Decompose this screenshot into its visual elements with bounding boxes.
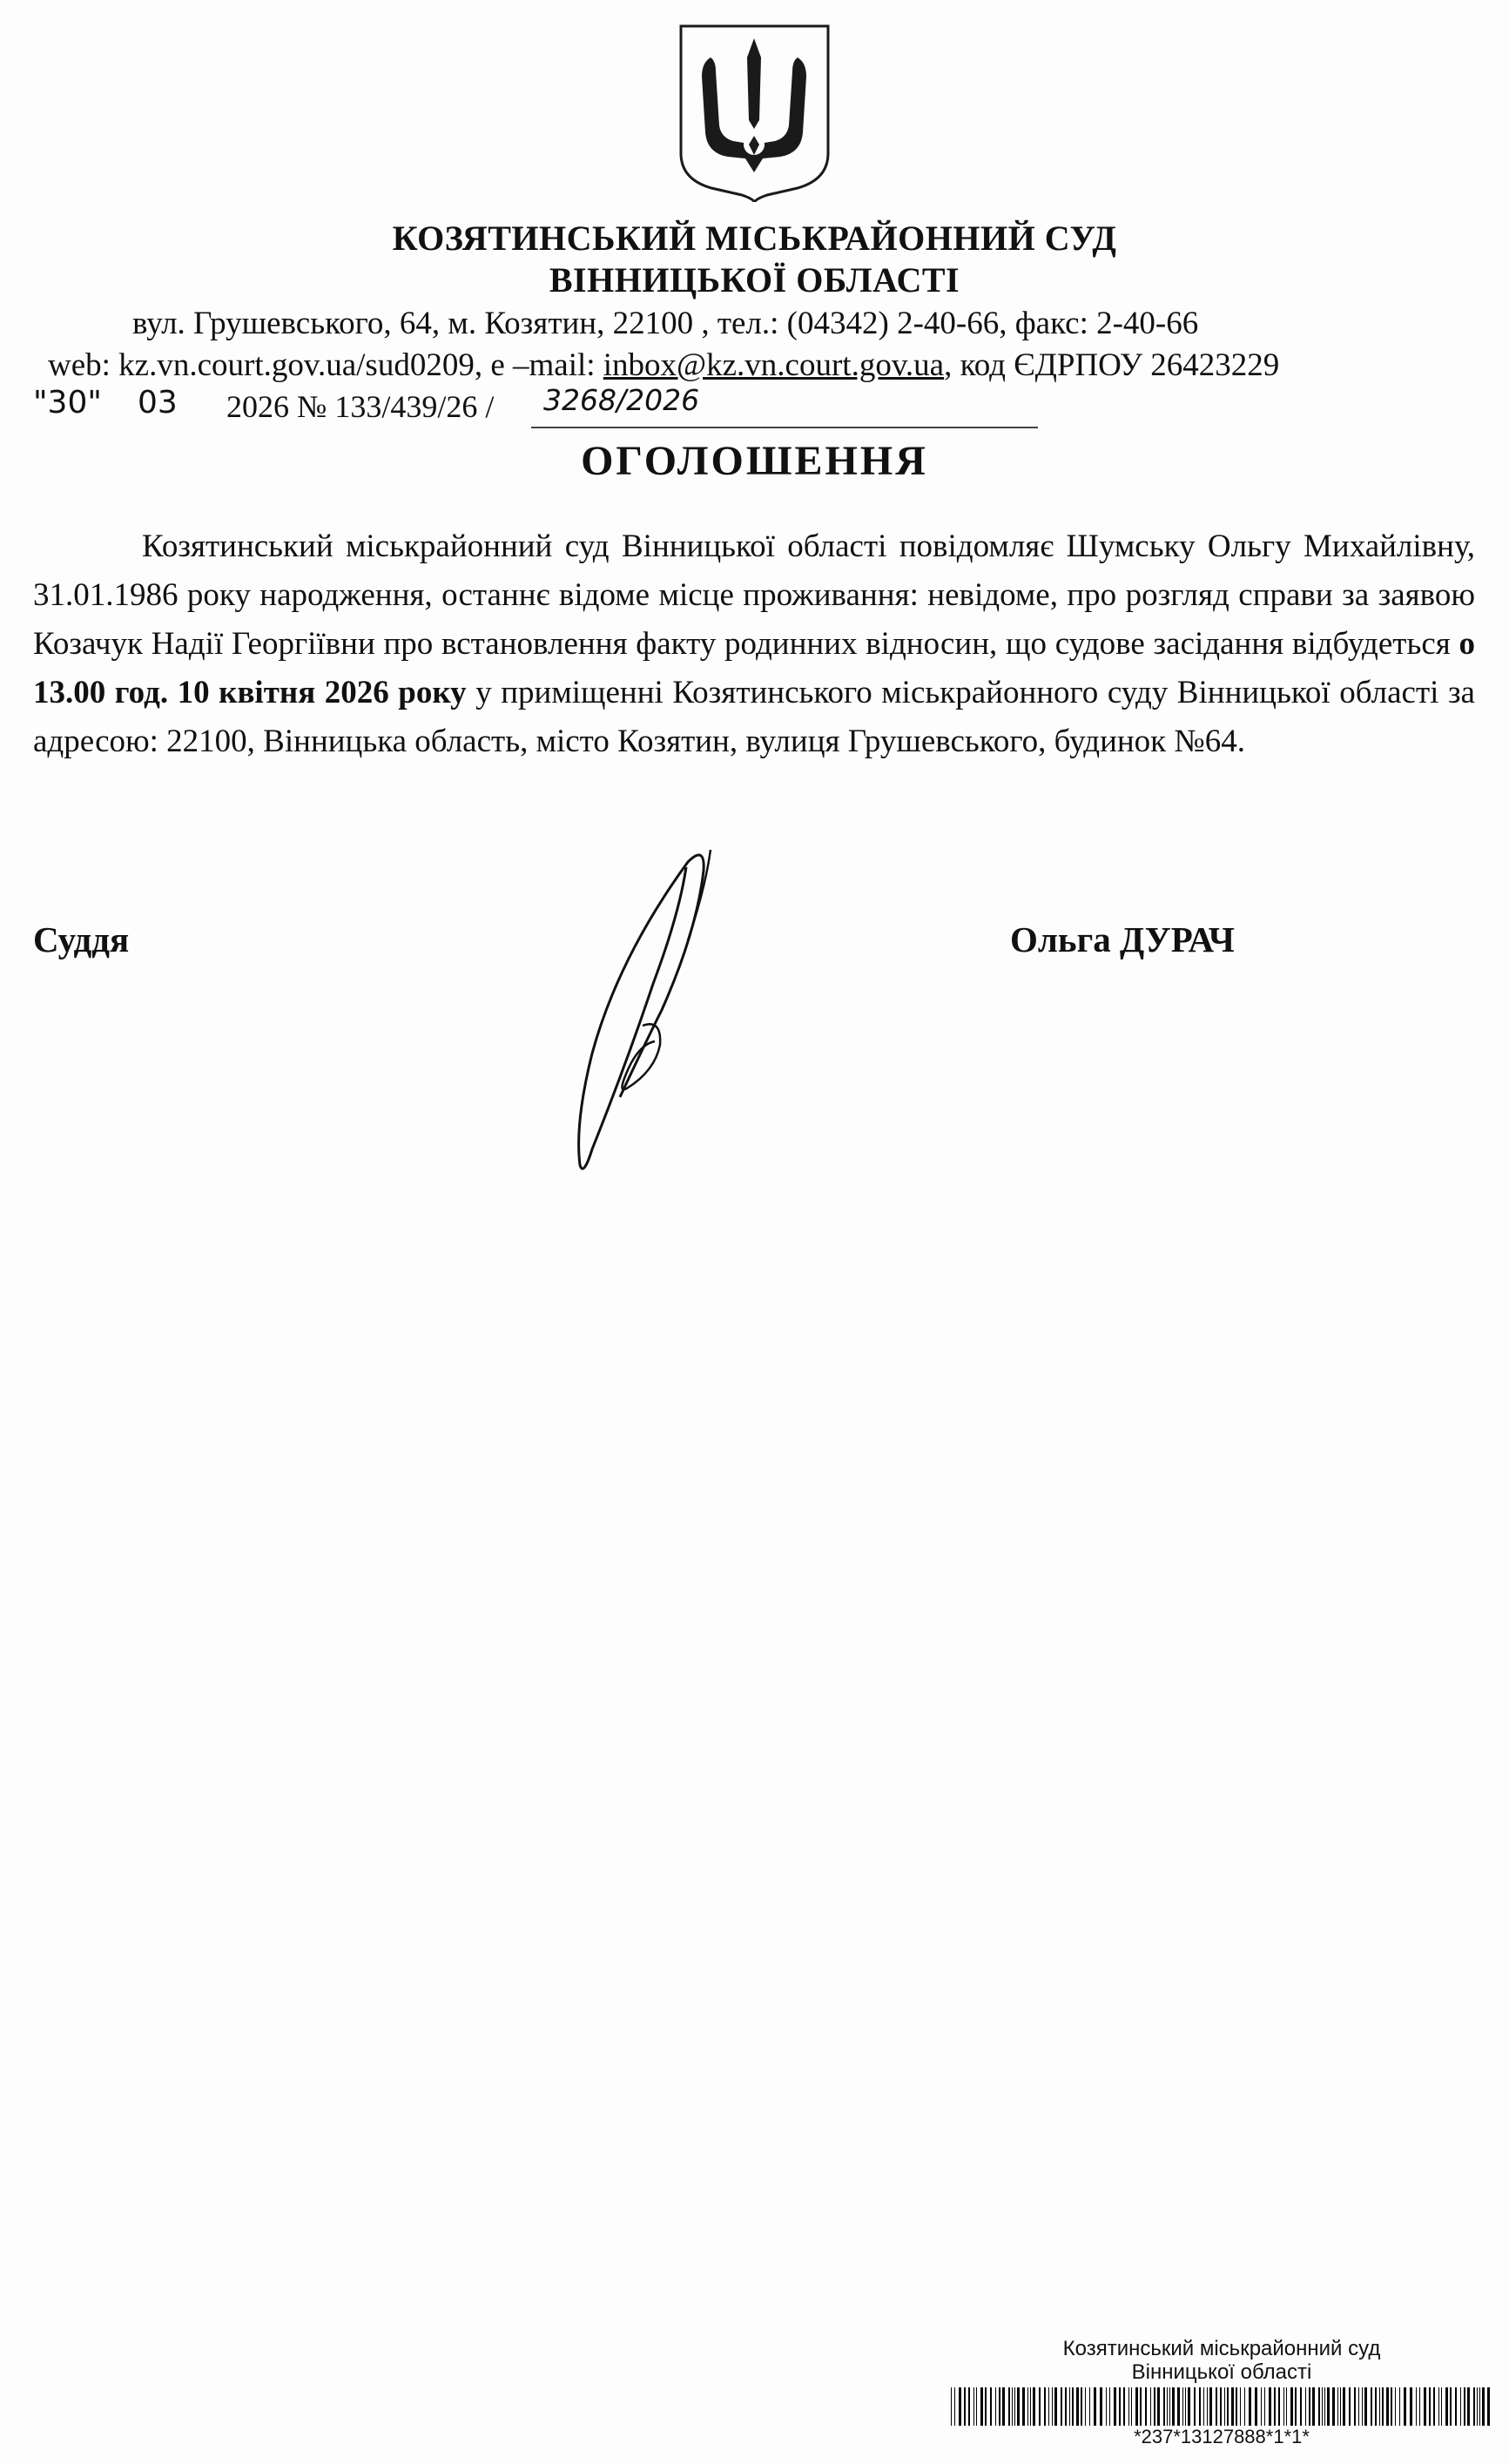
barcode-bar bbox=[990, 2387, 992, 2426]
court-name: КОЗЯТИНСЬКИЙ МІСЬКРАЙОННИЙ СУД bbox=[392, 219, 1117, 258]
barcode-bar bbox=[976, 2387, 977, 2426]
number-underline bbox=[531, 427, 1038, 428]
barcode-bar bbox=[1429, 2387, 1431, 2426]
barcode-bar bbox=[954, 2387, 955, 2426]
barcode-bar bbox=[1337, 2387, 1338, 2426]
barcode-bar bbox=[980, 2387, 983, 2426]
barcode-bar bbox=[1106, 2387, 1107, 2426]
barcode-bar bbox=[1182, 2387, 1183, 2426]
barcode-bar bbox=[1349, 2387, 1351, 2426]
barcode-bar bbox=[1375, 2387, 1377, 2426]
barcode-bar bbox=[1312, 2387, 1315, 2426]
barcode-bar bbox=[1163, 2387, 1165, 2426]
court-region: ВІННИЦЬКОЇ ОБЛАСТІ bbox=[549, 260, 960, 300]
barcode-bar bbox=[1324, 2387, 1325, 2426]
barcode-bar bbox=[1008, 2387, 1010, 2426]
barcode-bar bbox=[1404, 2387, 1406, 2426]
barcode-bar bbox=[1061, 2387, 1062, 2426]
barcode-bar bbox=[1094, 2387, 1096, 2426]
barcode-bar bbox=[1261, 2387, 1262, 2426]
barcode-bar bbox=[1441, 2387, 1442, 2426]
barcode-bar bbox=[1072, 2387, 1074, 2426]
barcode-bar bbox=[1220, 2387, 1222, 2426]
barcode-bar bbox=[1085, 2387, 1086, 2426]
barcode-bar bbox=[1283, 2387, 1284, 2426]
barcode-bar bbox=[1362, 2387, 1363, 2426]
court-contacts bbox=[48, 347, 1279, 384]
barcode-bar bbox=[1379, 2387, 1380, 2426]
barcode-bar bbox=[951, 2387, 952, 2426]
barcode-bar bbox=[1300, 2387, 1302, 2426]
barcode-bar bbox=[1027, 2387, 1028, 2426]
barcode-bar bbox=[1227, 2387, 1229, 2426]
barcode-bar bbox=[985, 2387, 987, 2426]
barcode-bar bbox=[1177, 2387, 1180, 2426]
hearing-datetime: о 13.00 год. 10 квітня 2026 року bbox=[33, 626, 1475, 710]
handwritten-signature-icon bbox=[557, 836, 731, 1184]
barcode-bar bbox=[1264, 2387, 1265, 2426]
barcode-bar bbox=[1450, 2387, 1452, 2426]
handwritten-incoming-number: 3268/2026 bbox=[543, 383, 700, 417]
barcode-bar bbox=[1438, 2387, 1439, 2426]
barcode-bar bbox=[1410, 2387, 1412, 2426]
barcode-bar bbox=[1100, 2387, 1102, 2426]
web-address: web: kz.vn.court.gov.ua/sud0209, e –mail: bbox=[48, 347, 603, 383]
barcode-bar bbox=[1154, 2387, 1155, 2426]
barcode-bar bbox=[1172, 2387, 1175, 2426]
handwritten-month: 03 bbox=[138, 385, 178, 421]
barcode-bar bbox=[1419, 2387, 1420, 2426]
barcode-bar bbox=[1343, 2387, 1345, 2426]
barcode-bar bbox=[1069, 2387, 1070, 2426]
barcode-bar bbox=[1433, 2387, 1435, 2426]
barcode-bar bbox=[1487, 2387, 1490, 2426]
announcement-text-part2: у приміщенні Козятинського міськрайонного суду Вінницької області за адресою: 22100, Вінницька область, місто Козятин, вулиця Грушевського, будинок №64. bbox=[33, 675, 1475, 759]
stamp-court-name: Козятинський міськрайонний суд bbox=[1062, 2337, 1381, 2360]
barcode-bar bbox=[1364, 2387, 1367, 2426]
barcode-bar bbox=[1290, 2387, 1293, 2426]
barcode-number: *237*13127888*1*1* bbox=[1134, 2426, 1310, 2447]
barcode-bar bbox=[1464, 2387, 1465, 2426]
barcode-bar bbox=[1044, 2387, 1046, 2426]
barcode-bar bbox=[1199, 2387, 1201, 2426]
barcode-bar bbox=[1216, 2387, 1217, 2426]
barcode-bar bbox=[1131, 2387, 1132, 2426]
barcode-bar bbox=[1114, 2387, 1116, 2426]
barcode-bar bbox=[1065, 2387, 1067, 2426]
barcode-bar bbox=[973, 2387, 974, 2426]
handwritten-day: "30" bbox=[33, 385, 102, 421]
stamp-court-region: Вінницької області bbox=[1131, 2360, 1312, 2384]
barcode-bar bbox=[1169, 2387, 1170, 2426]
barcode-bar bbox=[1140, 2387, 1142, 2426]
barcode-bar bbox=[1135, 2387, 1138, 2426]
barcode-bar bbox=[1424, 2387, 1426, 2426]
barcode-bar bbox=[1224, 2387, 1225, 2426]
barcode-bar bbox=[1255, 2387, 1257, 2426]
barcode-bar bbox=[1322, 2387, 1323, 2426]
barcode-bar bbox=[1274, 2387, 1276, 2426]
barcode-bar bbox=[1371, 2387, 1372, 2426]
barcode-bar bbox=[1039, 2387, 1041, 2426]
barcode-bar bbox=[1340, 2387, 1341, 2426]
judge-role-label: Суддя bbox=[33, 919, 130, 959]
barcode-bar bbox=[1052, 2387, 1053, 2426]
barcode-bar bbox=[1354, 2387, 1356, 2426]
barcode-bar bbox=[1445, 2387, 1448, 2426]
barcode-bar bbox=[1167, 2387, 1168, 2426]
barcode-bar bbox=[1278, 2387, 1280, 2426]
barcode-bar bbox=[1479, 2387, 1480, 2426]
barcode-bar bbox=[1048, 2387, 1049, 2426]
edrpou-code: , код ЄДРПОУ 26423229 bbox=[944, 347, 1280, 383]
barcode-bar bbox=[1473, 2387, 1475, 2426]
barcode-bar bbox=[1477, 2387, 1478, 2426]
court-address: вул. Грушевського, 64, м. Козятин, 22100 , тел.: (04342) 2-40-66, факс: 2-40-66 bbox=[132, 306, 1199, 341]
barcode-bar bbox=[1109, 2387, 1110, 2426]
barcode-bar bbox=[964, 2387, 966, 2426]
barcode-bar bbox=[1416, 2387, 1417, 2426]
barcode-bar bbox=[1012, 2387, 1013, 2426]
barcode-bar bbox=[1054, 2387, 1057, 2426]
barcode-bar bbox=[1327, 2387, 1330, 2426]
barcode-bar bbox=[1209, 2387, 1212, 2426]
barcode-bar bbox=[1236, 2387, 1237, 2426]
judge-name: Ольга ДУРАЧ bbox=[1010, 919, 1236, 959]
barcode-bar bbox=[1240, 2387, 1241, 2426]
barcode-bar bbox=[1305, 2387, 1306, 2426]
registration-stamp bbox=[943, 2337, 1500, 2448]
barcode-bar bbox=[1399, 2387, 1400, 2426]
barcode-bar bbox=[1382, 2387, 1384, 2426]
barcode-bar bbox=[1231, 2387, 1234, 2426]
barcode-bar bbox=[1145, 2387, 1147, 2426]
barcode-bar bbox=[1022, 2387, 1025, 2426]
barcode-bar bbox=[1123, 2387, 1125, 2426]
coat-of-arms-icon bbox=[676, 23, 833, 202]
barcode-bar bbox=[999, 2387, 1000, 2426]
barcode-bar bbox=[1286, 2387, 1287, 2426]
page-title: ОГОЛОШЕННЯ bbox=[581, 438, 928, 484]
announcement-text bbox=[33, 522, 1475, 766]
barcode-bar bbox=[1391, 2387, 1392, 2426]
barcode-bar bbox=[1358, 2387, 1359, 2426]
barcode-bar bbox=[1076, 2387, 1079, 2426]
barcode-bar bbox=[1269, 2387, 1271, 2426]
year-and-case-number: 2026 № 133/439/26 / bbox=[226, 389, 495, 424]
barcode-bar bbox=[1185, 2387, 1186, 2426]
barcode-bar bbox=[1002, 2387, 1005, 2426]
barcode-bar bbox=[1386, 2387, 1389, 2426]
barcode-bar bbox=[1332, 2387, 1335, 2426]
barcode-bar bbox=[1017, 2387, 1020, 2426]
announcement-text-part1: Козятинський міськрайонний суд Вінницької області повідомляє Шумську Ольгу Михайлівну, 31.01.1986 року народження, останнє відоме місце проживання: невідоме, про розгляд справи за заявою Козачук Надії Георгіївни про встановлення факту родинних відносин, що судове засідання відбудеться bbox=[33, 528, 1475, 662]
barcode-bar bbox=[1150, 2387, 1151, 2426]
barcode-bar bbox=[995, 2387, 996, 2426]
barcode-bar bbox=[1318, 2387, 1320, 2426]
barcode-bar bbox=[1207, 2387, 1208, 2426]
barcode-bar bbox=[1203, 2387, 1204, 2426]
barcode-bar bbox=[1482, 2387, 1485, 2426]
barcode-bar bbox=[968, 2387, 970, 2426]
barcode-bar bbox=[1309, 2387, 1310, 2426]
barcode-bar bbox=[1455, 2387, 1457, 2426]
barcode-bar bbox=[1014, 2387, 1015, 2426]
barcode-bar bbox=[1081, 2387, 1082, 2426]
barcode-bar bbox=[1030, 2387, 1031, 2426]
barcode-bar bbox=[1033, 2387, 1035, 2426]
email-link[interactable]: inbox@kz.vn.court.gov.ua bbox=[603, 347, 945, 383]
barcode-bar bbox=[1295, 2387, 1297, 2426]
barcode-bar bbox=[1119, 2387, 1121, 2426]
barcode-bar bbox=[1128, 2387, 1129, 2426]
barcode-bar bbox=[1157, 2387, 1160, 2426]
barcode-bar bbox=[1249, 2387, 1251, 2426]
barcode-bar bbox=[1188, 2387, 1190, 2426]
barcode-bar bbox=[1395, 2387, 1396, 2426]
barcode-bar bbox=[1089, 2387, 1090, 2426]
barcode-bar bbox=[1467, 2387, 1470, 2426]
barcode-bar bbox=[1460, 2387, 1461, 2426]
barcode-bar bbox=[1194, 2387, 1196, 2426]
barcode-bar bbox=[959, 2387, 961, 2426]
barcode-bar bbox=[1244, 2387, 1245, 2426]
outgoing-number bbox=[33, 385, 1013, 428]
barcode-icon bbox=[947, 2387, 1496, 2426]
